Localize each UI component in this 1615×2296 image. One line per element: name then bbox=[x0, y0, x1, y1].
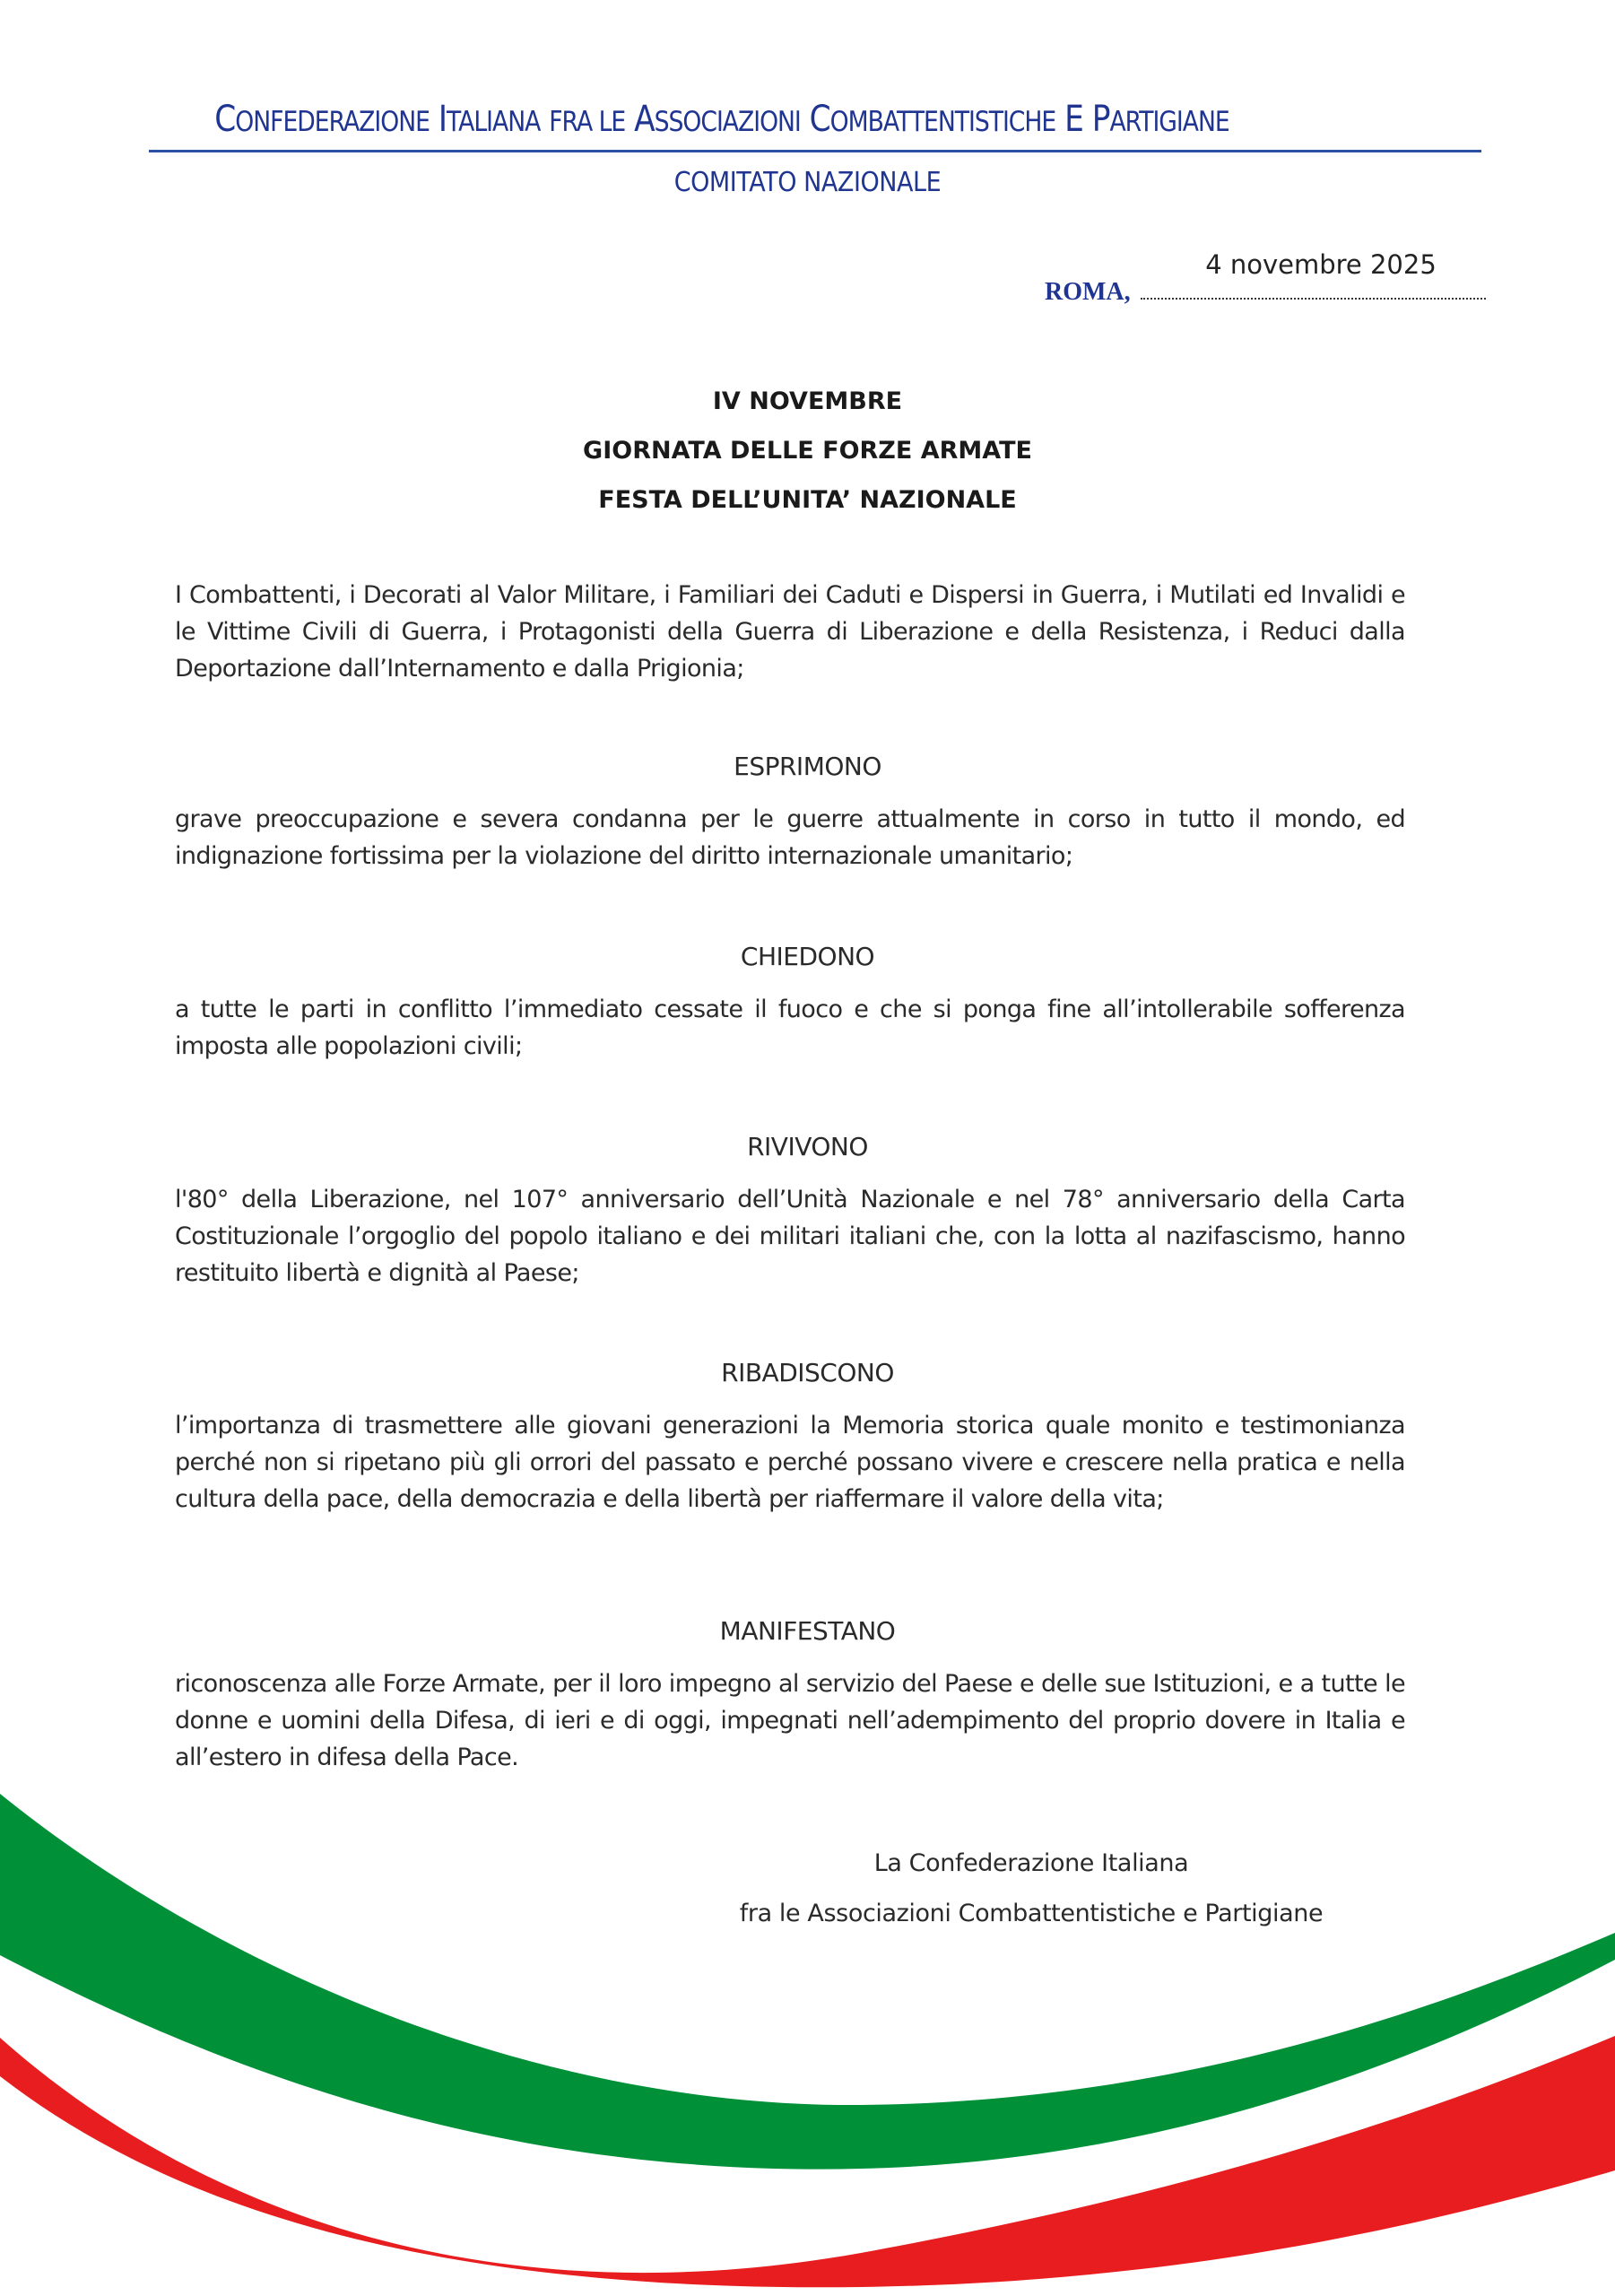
title-word: ITALIANA bbox=[438, 99, 541, 140]
heading-line: IV NOVEMBRE bbox=[712, 387, 903, 415]
section-verb-rivivono: RIVIVONO bbox=[747, 1132, 868, 1161]
dateline-dotted-line bbox=[1141, 298, 1486, 300]
letterhead-subtitle: COMITATO NAZIONALE bbox=[673, 167, 942, 198]
section-text-ribadiscono: l’importanza di trasmettere alle giovani generazioni la Memoria storica quale monito e testimonianza perché non si ripetano più gli orrori del passato e perché possano vivere e crescere nella pratica e nella cultura della pace, della democrazia e della libertà per riaffermare il valore della vita; bbox=[175, 1412, 1405, 1513]
section-verb-esprimono: ESPRIMONO bbox=[734, 752, 881, 781]
dateline-date: 4 novembre 2025 bbox=[1205, 249, 1437, 280]
signature-block bbox=[682, 1839, 1381, 1939]
dateline-city: ROMA, bbox=[1045, 278, 1131, 306]
title-word: E bbox=[1064, 99, 1083, 140]
intro-paragraph: I Combattenti, i Decorati al Valor Militare, i Familiari dei Caduti e Dispersi in Guerra, i Mutilati ed Invalidi e le Vittime Civili di Guerra, i Protagonisti della Guerra di Liberazione e della Resistenza, i Reduci dalla Deportazione dall’Internamento e dalla Prigionia; bbox=[175, 581, 1405, 683]
heading-line: FESTA DELL’UNITA’ NAZIONALE bbox=[598, 486, 1017, 514]
signature-line-1: La Confederazione Italiana bbox=[873, 1849, 1189, 1877]
title-word: PARTIGIANE bbox=[1091, 99, 1229, 140]
title-word: CONFEDERAZIONE bbox=[214, 99, 430, 140]
tricolor-ribbon bbox=[0, 1749, 1615, 2296]
dateline bbox=[1040, 248, 1489, 310]
section-verb-ribadiscono: RIBADISCONO bbox=[721, 1358, 894, 1387]
section-text-esprimono: grave preoccupazione e severa condanna per le guerre attualmente in corso in tutto il mondo, ed indignazione fortissima per la violazione del diritto internazionale umanitario; bbox=[175, 805, 1405, 870]
section-text-manifestano: riconoscenza alle Forze Armate, per il loro impegno al servizio del Paese e delle sue Istituzioni, e a tutte le donne e uomini della Difesa, di ieri e di oggi, impegnati nell’adempimento del proprio dovere in Italia e all’estero in difesa della Pace. bbox=[175, 1670, 1405, 1771]
section-text-rivivono: l'80° della Liberazione, nel 107° anniversario dell’Unità Nazionale e nel 78° anniversario della Carta Costituzionale l’orgoglio del popolo italiano e dei militari italiani che, con la lotta al nazifascismo, hanno restituito libertà e dignità al Paese; bbox=[175, 1186, 1405, 1287]
signature-line-2: fra le Associazioni Combattentistiche e Partigiane bbox=[739, 1900, 1324, 1927]
letterhead-divider bbox=[149, 150, 1481, 152]
section-verb-manifestano: MANIFESTANO bbox=[719, 1616, 896, 1646]
section-text-chiedono: a tutte le parti in conflitto l’immediato cessate il fuoco e che si ponga fine all’intollerabile sofferenza imposta alle popolazioni civili; bbox=[175, 996, 1405, 1060]
section-verb-chiedono: CHIEDONO bbox=[740, 942, 875, 971]
document-heading bbox=[0, 377, 1615, 525]
letterhead-title bbox=[149, 99, 1295, 140]
title-word: ASSOCIAZIONI bbox=[634, 99, 801, 140]
title-word: COMBATTENTISTICHE bbox=[809, 99, 1056, 140]
heading-line: GIORNATA DELLE FORZE ARMATE bbox=[583, 437, 1032, 465]
title-word: FRA LE bbox=[549, 106, 626, 138]
